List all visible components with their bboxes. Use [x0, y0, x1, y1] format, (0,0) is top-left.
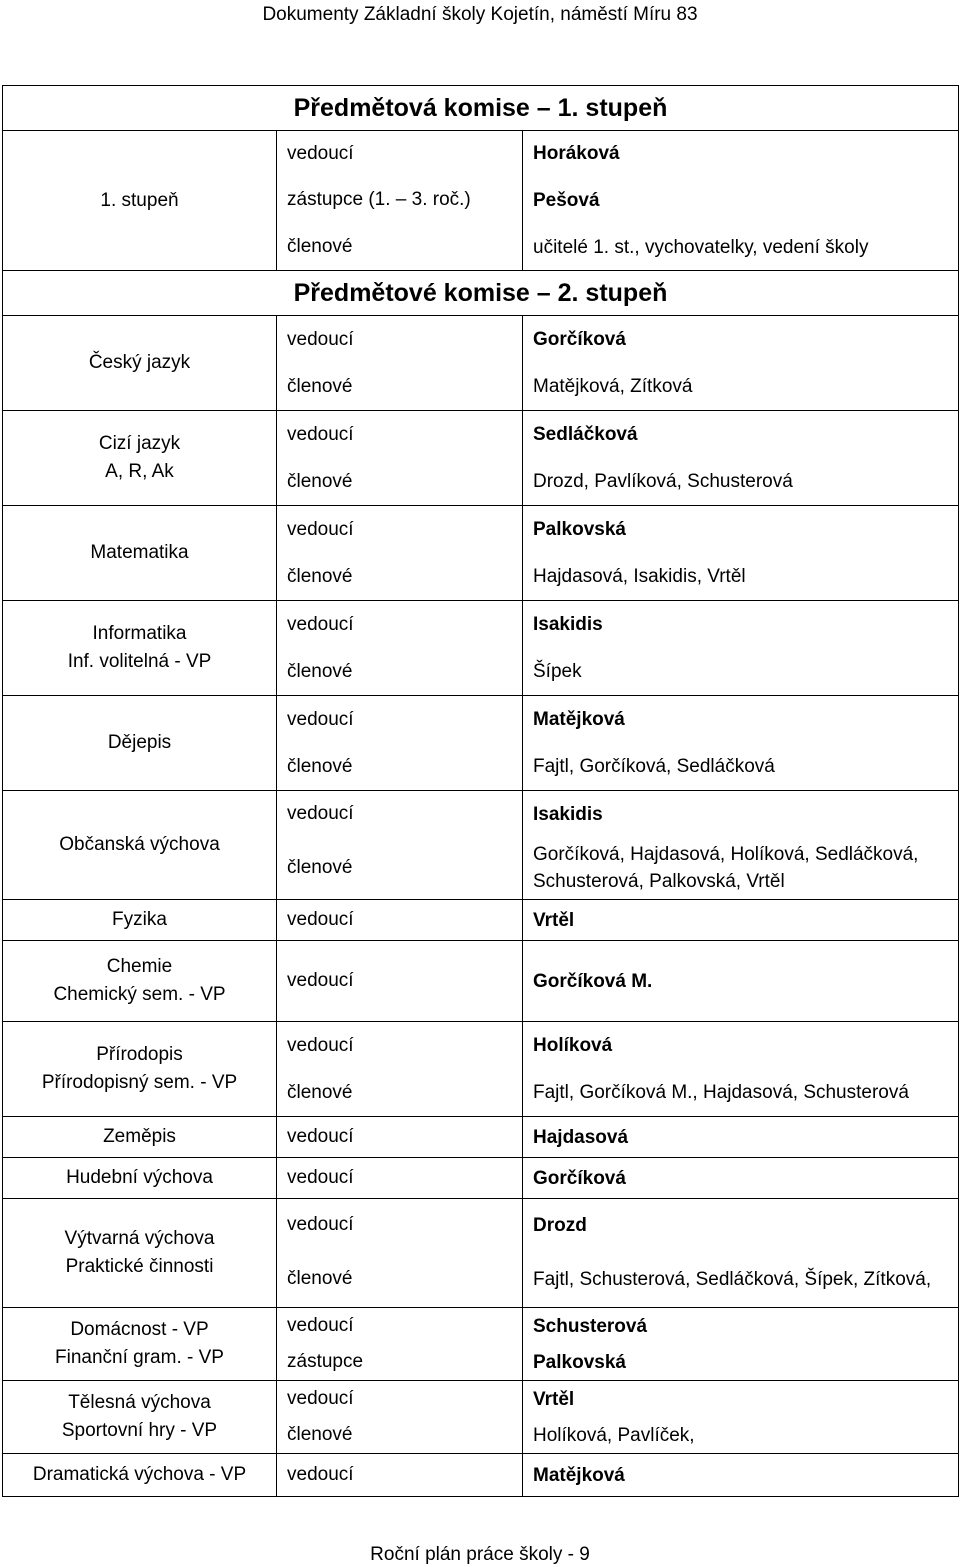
role-label: zástupce (1. – 3. roč.) [287, 189, 471, 210]
subject-cell [3, 1117, 277, 1158]
subject-name: Chemický sem. - VP [53, 984, 226, 1005]
role-cell [277, 1308, 523, 1381]
committee-row [3, 1381, 959, 1454]
name-cell [523, 1381, 959, 1454]
role-label: vedoucí [287, 1464, 354, 1485]
leader-name: Gorčíková [533, 1167, 626, 1189]
role-label: členové [287, 1268, 353, 1289]
role-label: vedoucí [287, 803, 354, 824]
leader-name: Vrtěl [533, 1388, 575, 1410]
leader-name: Isakidis [533, 803, 603, 825]
subject-name: Fyzika [112, 909, 167, 930]
role-cell [277, 316, 523, 411]
role-cell [277, 1454, 523, 1497]
subject-name: Chemie [106, 956, 173, 977]
member-names: Fajtl, Schusterová, Sedláčková, Šípek, Zítková, [533, 1268, 932, 1290]
role-label: vedoucí [287, 909, 354, 930]
subject-cell [3, 131, 277, 271]
subject-cell [3, 1308, 277, 1381]
subject-name: Domácnost - VP [70, 1319, 209, 1340]
role-cell [277, 791, 523, 900]
subject-name: Zeměpis [103, 1126, 176, 1147]
role-label: členové [287, 470, 353, 492]
subject-cell [3, 1381, 277, 1454]
name-cell [523, 601, 959, 696]
subject-cell [3, 411, 277, 506]
role-cell [277, 131, 523, 271]
leader-name: Sedláčková [533, 424, 638, 445]
name-cell [523, 1158, 959, 1199]
member-names: Hajdasová, Isakidis, Vrtěl [533, 566, 746, 587]
name-cell [523, 411, 959, 506]
subject-cell [3, 1022, 277, 1117]
member-names: učitelé 1. st., vychovatelky, vedení školy [533, 236, 869, 258]
subject-name: 1. stupeň [100, 189, 179, 211]
subject-name: Tělesná výchova [68, 1392, 211, 1413]
leader-name: Drozd [533, 1214, 587, 1236]
member-names: Holíková, Pavlíček, [533, 1424, 695, 1446]
role-cell [277, 506, 523, 601]
page-footer: Roční plán práce školy - 9 [370, 1544, 590, 1565]
committee-row [3, 791, 959, 900]
committee-row [3, 1158, 959, 1199]
page-header: Dokumenty Základní školy Kojetín, náměstí Míru 83 [262, 4, 698, 25]
committee-row [3, 696, 959, 791]
role-label: členové [287, 1081, 353, 1103]
subject-cell [3, 1158, 277, 1199]
role-label: vedoucí [287, 423, 354, 445]
committee-row [3, 1199, 959, 1308]
role-label: členové [287, 236, 353, 257]
subject-cell [3, 900, 277, 941]
name-cell [523, 316, 959, 411]
subject-name: Dějepis [107, 732, 172, 753]
subject-name: A, R, Ak [105, 461, 174, 482]
role-label: vedoucí [287, 708, 354, 730]
leader-name: Schusterová [533, 1315, 648, 1337]
subject-name: Sportovní hry - VP [61, 1420, 218, 1441]
role-label: vedoucí [287, 1388, 354, 1409]
role-cell [277, 1117, 523, 1158]
committee-row [3, 941, 959, 1022]
subject-name: Český jazyk [88, 352, 191, 373]
committee-row [3, 506, 959, 601]
role-cell [277, 1381, 523, 1454]
member-names: Matějková, Zítková [533, 376, 693, 397]
committee-row [3, 601, 959, 696]
role-label: zástupce [287, 1351, 364, 1372]
member-names: Drozd, Pavlíková, Schusterová [533, 471, 793, 492]
role-label: vedoucí [287, 518, 354, 540]
subject-name: Inf. volitelná - VP [67, 651, 212, 672]
leader-name: Holíková [533, 1035, 613, 1056]
subject-cell [3, 791, 277, 900]
role-label: členové [287, 1424, 353, 1445]
subject-name: Matematika [90, 542, 189, 563]
role-label: vedoucí [287, 142, 354, 164]
subject-cell [3, 316, 277, 411]
subject-name: Přírodopisný sem. - VP [41, 1072, 238, 1093]
committee-row [3, 131, 959, 271]
subject-name: Cizí jazyk [98, 433, 181, 454]
name-cell [523, 1199, 959, 1308]
member-names: Palkovská [533, 1351, 626, 1373]
subject-cell [3, 506, 277, 601]
role-cell [277, 941, 523, 1022]
name-cell [523, 1454, 959, 1497]
role-cell [277, 696, 523, 791]
name-cell [523, 696, 959, 791]
member-names: Šípek [533, 661, 582, 682]
subject-name: Informatika [92, 623, 187, 644]
name-cell [523, 1117, 959, 1158]
name-cell [523, 131, 959, 271]
leader-name: Matějková [533, 1464, 625, 1486]
committee-row [3, 1308, 959, 1381]
name-cell [523, 506, 959, 601]
section-title-2nd-grade: Předmětové komise – 2. stupeň [3, 271, 959, 316]
role-cell [277, 1158, 523, 1199]
name-cell [523, 791, 959, 900]
role-cell [277, 900, 523, 941]
leader-name: Hajdasová [533, 1126, 629, 1148]
member-names: Pešová [533, 189, 600, 211]
committee-row [3, 1117, 959, 1158]
role-label: členové [287, 375, 353, 397]
subject-name: Výtvarná výchova [64, 1228, 215, 1249]
name-cell [523, 941, 959, 1022]
role-cell [277, 411, 523, 506]
leader-name: Vrtěl [533, 909, 575, 931]
leader-name: Gorčíková [533, 329, 626, 350]
name-cell [523, 900, 959, 941]
subject-cell [3, 1454, 277, 1497]
subject-name: Přírodopis [96, 1044, 183, 1065]
role-label: vedoucí [287, 1126, 354, 1147]
subject-cell [3, 601, 277, 696]
leader-name: Isakidis [533, 614, 603, 635]
role-cell [277, 601, 523, 696]
name-cell [523, 1308, 959, 1381]
role-label: vedoucí [287, 613, 354, 635]
role-cell [277, 1022, 523, 1117]
role-label: vedoucí [287, 970, 354, 991]
role-label: vedoucí [287, 1167, 354, 1188]
subject-name: Dramatická výchova - VP [32, 1464, 247, 1485]
committee-row [3, 316, 959, 411]
subject-name: Praktické činnosti [65, 1256, 214, 1277]
subject-name: Hudební výchova [66, 1167, 213, 1188]
leader-name: Matějková [533, 709, 625, 730]
section-title-1st-grade: Předmětová komise – 1. stupeň [3, 86, 959, 131]
subject-name: Finanční gram. - VP [55, 1347, 224, 1368]
subject-name: Občanská výchova [59, 834, 220, 855]
member-names: Gorčíková, Hajdasová, Holíková, Sedláčková, Schusterová, Palkovská, Vrtěl [533, 844, 919, 892]
subject-cell [3, 941, 277, 1022]
role-label: členové [287, 857, 353, 878]
role-cell [277, 1199, 523, 1308]
committee-row [3, 411, 959, 506]
committee-row [3, 1454, 959, 1497]
role-label: členové [287, 565, 353, 587]
leader-name: Horáková [533, 143, 620, 164]
subject-cell [3, 696, 277, 791]
role-label: členové [287, 660, 353, 682]
role-label: vedoucí [287, 328, 354, 350]
role-label: vedoucí [287, 1034, 354, 1056]
committee-table [2, 85, 959, 1497]
name-cell [523, 1022, 959, 1117]
leader-name: Gorčíková M. [533, 970, 653, 992]
role-label: vedoucí [287, 1214, 354, 1235]
role-label: členové [287, 755, 353, 777]
member-names: Fajtl, Gorčíková, Sedláčková [533, 756, 775, 777]
subject-cell [3, 1199, 277, 1308]
committee-row [3, 1022, 959, 1117]
committee-row [3, 900, 959, 941]
role-label: vedoucí [287, 1315, 354, 1336]
member-names: Fajtl, Gorčíková M., Hajdasová, Schusterová [533, 1082, 909, 1103]
leader-name: Palkovská [533, 519, 626, 540]
